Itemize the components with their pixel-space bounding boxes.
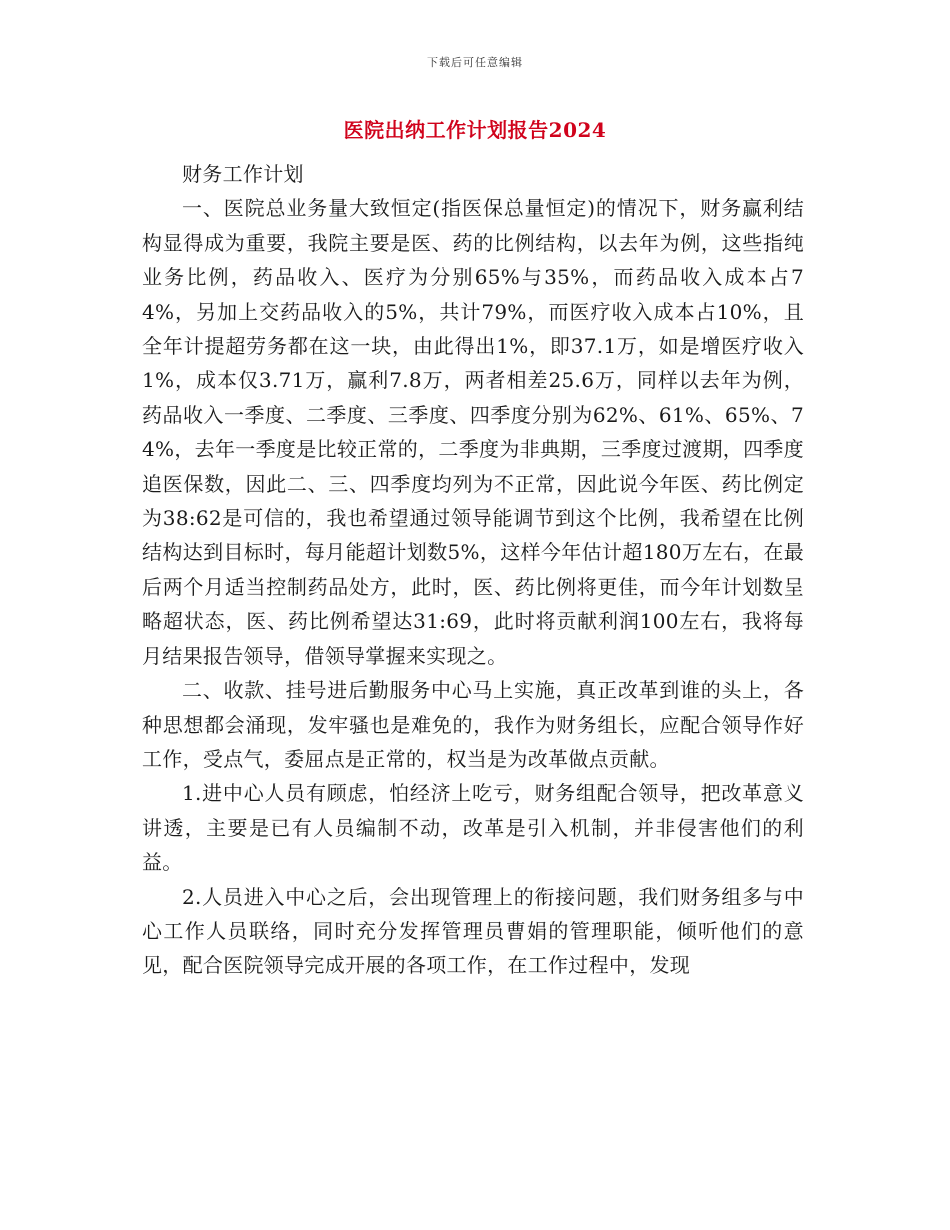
paragraph-1: 一、医院总业务量大致恒定(指医保总量恒定)的情况下，财务赢利结构显得成为重要，我院主要是医、药的比例结构，以去年为例，这些指纯业务比例，药品收入、医疗为分别65%与35%，而药品收入成本占74%，另加上交药品收入的5%，共计79%，而医疗收入成本占10%，且全年计提超劳务都在这一块，由此得出1%，即37.1万，如是增医疗收入1%，成本仅3.71万，赢利7.8万，两者相差25.6万，同样以去年为例，药品收入一季度、二季度、三季度、四季度分别为62%、61%、65%、74%，去年一季度是比较正常的，二季度为非典期，三季度过渡期，四季度追医保数，因此二、三、四季度均列为不正常，因此说今年医、药比例定为38:62是可信的，我也希望通过领导能调节到这个比例，我希望在比例结构达到目标时，每月能超计划数5%，这样今年估计超180万左右，在最后两个月适当控制药品处方，此时，医、药比例将更佳，而今年计划数呈略超状态，医、药比例希望达31:69，此时将贡献利润100左右，我将每月结果报告领导，借领导掌握来实现之。 xyxy=(142,196,804,668)
document-body xyxy=(142,157,804,983)
download-note: 下载后可任意编辑 xyxy=(427,56,523,69)
section-heading: 财务工作计划 xyxy=(182,162,304,186)
paragraph-4: 2.人员进入中心之后，会出现管理上的衔接问题，我们财务组多与中心工作人员联络，同时充分发挥管理员曹娟的管理职能，倾听他们的意见，配合医院领导完成开展的各项工作，在工作过程中，发现 xyxy=(142,884,804,978)
document-title: 医院出纳工作计划报告2024 xyxy=(343,118,607,142)
paragraph-2: 二、收款、挂号进后勤服务中心马上实施，真正改革到谁的头上，各种思想都会涌现，发牢骚也是难免的，我作为财务组长，应配合领导作好工作，受点气，委屈点是正常的，权当是为改革做点贡献。 xyxy=(142,678,804,771)
paragraph-3: 1.进中心人员有顾虑，怕经济上吃亏，财务组配合领导，把改革意义讲透，主要是已有人员编制不动，改革是引入机制，并非侵害他们的利益。 xyxy=(142,781,804,875)
